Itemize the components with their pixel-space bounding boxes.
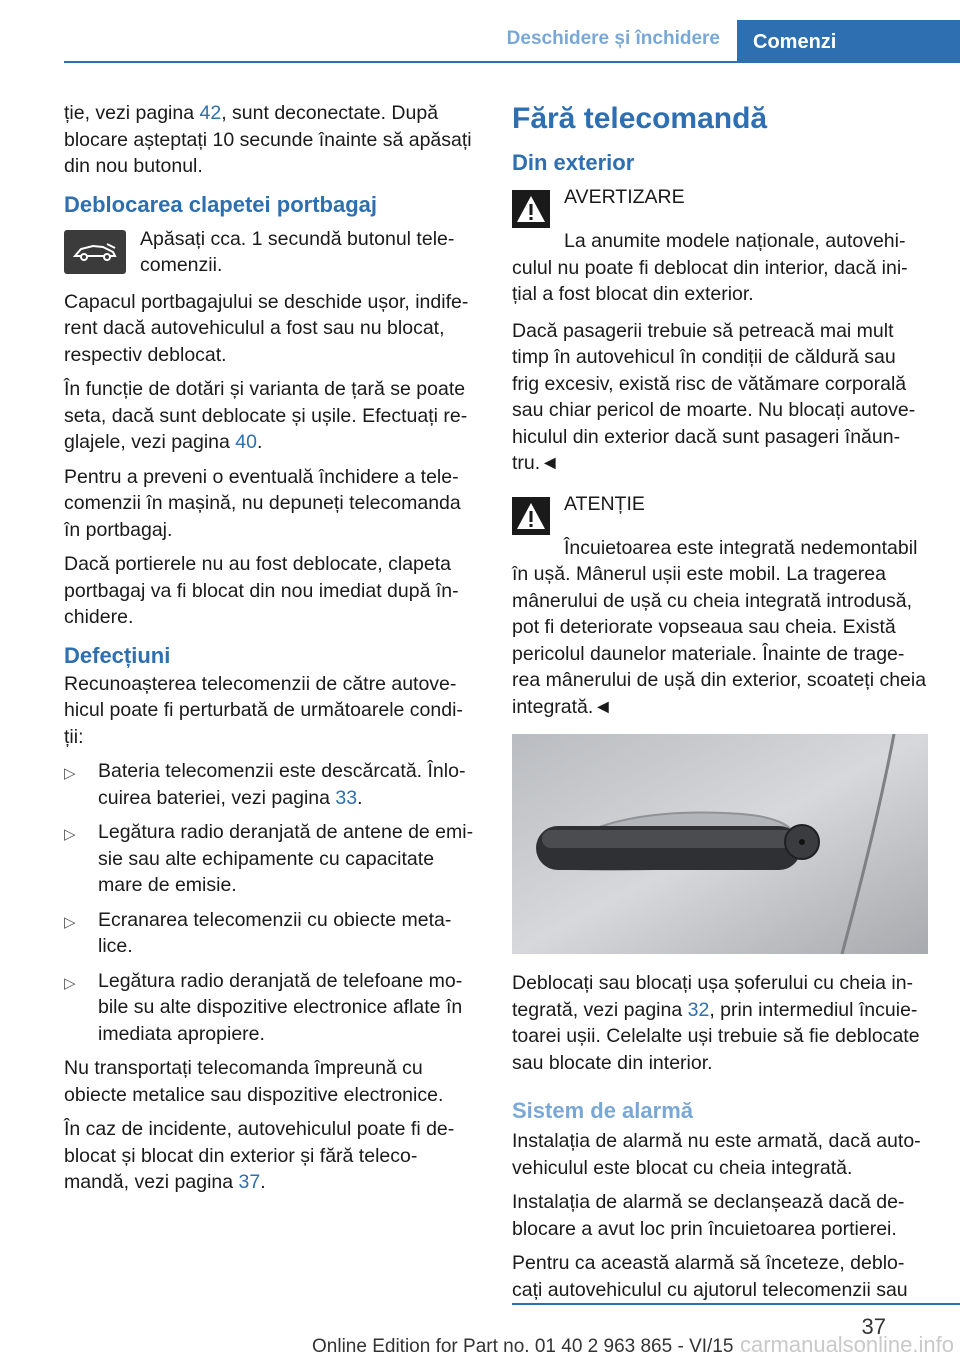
paragraph: ție, vezi pagina 42, sunt deconectate. După blocare așteptați 10 secunde înainte să apăsați din nou butonul. <box>64 102 472 177</box>
bullet-triangle-icon: ▷ <box>64 913 76 931</box>
paragraph: Instalația de alarmă se declanșează dacă de-blocare a avut loc prin încuietoarea portierei. <box>512 1191 905 1240</box>
heading-no-remote: Fără telecomandă <box>512 102 768 135</box>
page-header <box>0 0 960 62</box>
paragraph: Deblocați sau blocați ușa șoferului cu cheia in-tegrată, vezi pagina 32, prin intermediul încuie-toarei ușii. Celelalte uși trebuie să fie deblocate sau blocate din interior. <box>512 972 920 1074</box>
heading-from-outside: Din exterior <box>512 150 635 175</box>
caution-text: Încuietoarea este integrată nedemontabil în ușă. Mânerul ușii este mobil. La tragerea mânerului de ușă cu cheia integrată introdusă, pot fi deteriorate vopseaua sau cheia. Există pericolul daunelor materiale. Înainte de trage-rea mânerului de ușă din exterior, scoateți cheia integrată.◄ <box>512 536 927 718</box>
bullet-triangle-icon: ▷ <box>64 974 76 992</box>
header-chapter-tab: Comenzi <box>737 20 960 62</box>
bullet-triangle-icon: ▷ <box>64 826 76 843</box>
warning-title: AVERTIZARE <box>564 186 685 208</box>
warning-text: La anumite modele naționale, autovehi-culul nu poate fi deblocat din interior, dacă ini-țial a fost blocat din exterior. <box>512 230 908 305</box>
caution-block <box>512 491 928 721</box>
list-item: ▷ Ecranarea telecomenzii cu obiecte meta-lice. <box>64 908 452 957</box>
door-handle-photo <box>512 734 928 954</box>
paragraph: Dacă portierele nu au fost deblocate, clapeta portbagaj va fi blocat din nou imediat după în-chidere. <box>64 553 459 628</box>
paragraph: În funcție de dotări și varianta de țară se poate seta, dacă sunt deblocate și ușile. Efectuați re-glajele, vezi pagina 40. <box>64 378 468 453</box>
page-link[interactable]: 40 <box>235 431 257 453</box>
heading-defects: Defecțiuni <box>64 642 171 668</box>
header-rule <box>64 61 960 63</box>
edition-note: Online Edition for Part no. 01 40 2 963 865 - VI/15 <box>312 1336 734 1357</box>
left-column <box>64 100 478 1204</box>
page-link[interactable]: 42 <box>199 102 222 124</box>
heading-alarm-system: Sistem de alarmă <box>512 1098 693 1123</box>
defect-list <box>64 758 478 1047</box>
car-trunk-icon <box>64 230 126 274</box>
instruction-text: Apăsați cca. 1 secundă butonul tele-comenzii. <box>140 227 455 276</box>
watermark: carmanualsonline.info <box>739 1332 954 1357</box>
paragraph: În caz de incidente, autovehiculul poate fi de-blocat și blocat din exterior și fără teleco-mandă, vezi pagina 37. <box>64 1118 455 1193</box>
bullet-triangle-icon: ▷ <box>64 765 76 782</box>
paragraph: Recunoașterea telecomenzii de către autove-hicul poate fi perturbată de următoarele condi-ții: <box>64 672 463 748</box>
heading-trunk-unlock: Deblocarea clapetei portbagaj <box>64 191 377 217</box>
list-item: ▷ Legătura radio deranjată de telefoane mo-bile su alte dispozitive electronice aflate în imediata apropiere. <box>64 969 463 1045</box>
caution-title: ATENȚIE <box>564 492 645 515</box>
right-column <box>512 100 928 1311</box>
header-section-title: Deschidere și închidere <box>506 28 720 49</box>
page-link[interactable]: 33 <box>335 786 358 809</box>
paragraph: Dacă pasagerii trebuie să petreacă mai mult timp în autovehicul în condiții de căldură sau frig excesiv, există risc de vătămare corporală sau chiar pericol de moarte. Nu blocați autove-hiculul din exterior dacă sunt pasageri înăun-tru.◄ <box>512 319 916 474</box>
page-footer <box>0 1300 960 1362</box>
paragraph: Pentru a preveni o eventuală închidere a tele-comenzii în mașină, nu depuneți telecomanda în portbagaj. <box>64 465 461 541</box>
warning-triangle-icon <box>512 190 550 228</box>
footer-rule <box>512 1303 960 1305</box>
paragraph: Capacul portbagajului se deschide ușor, indife-rent dacă autovehiculul a fost sau nu blocat, respectiv deblocat. <box>64 290 469 366</box>
trunk-button-instruction <box>64 226 478 279</box>
list-item: ▷ Bateria telecomenzii este descărcată. Înlo-cuirea bateriei, vezi pagina 33. <box>64 760 466 809</box>
paragraph: Instalația de alarmă nu este armată, dacă auto-vehiculul este blocat cu cheia integrată. <box>512 1130 921 1179</box>
list-item: ▷ Legătura radio deranjată de antene de emi-sie sau alte echipamente cu capacitate mare de emisie. <box>64 821 474 896</box>
warning-triangle-icon <box>512 497 550 535</box>
paragraph: Nu transportați telecomanda împreună cu obiecte metalice sau dispozitive electronice. <box>64 1057 444 1106</box>
paragraph: Pentru ca această alarmă să înceteze, deblo-cați autovehiculul cu ajutorul telecomenzii sau <box>512 1252 908 1301</box>
page-number: 37 <box>861 1314 886 1339</box>
page-link[interactable]: 32 <box>687 998 710 1021</box>
warning-block <box>512 184 928 308</box>
page-link[interactable]: 37 <box>238 1171 261 1193</box>
